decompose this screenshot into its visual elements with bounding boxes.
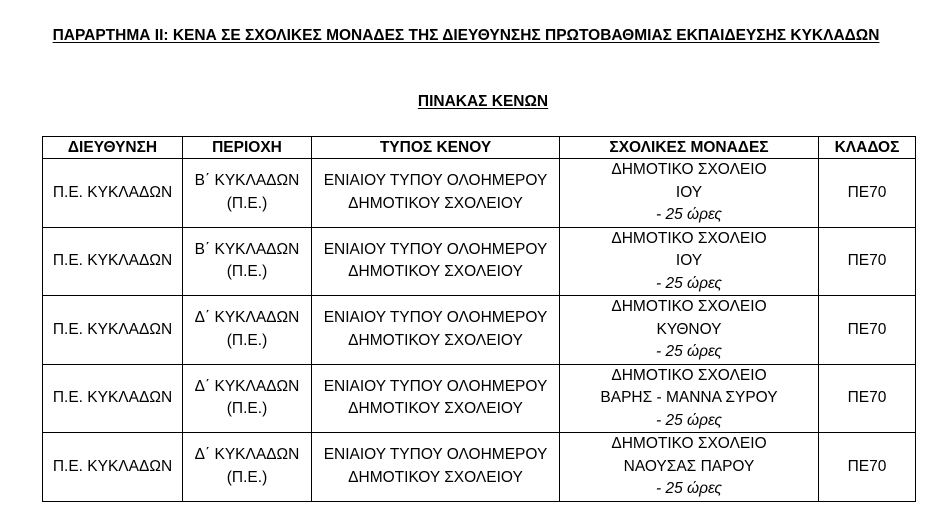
school-location: ΙΟΥ xyxy=(675,252,703,269)
table-row xyxy=(43,296,916,365)
table-title: ΠΙΝΑΚΑΣ ΚΕΝΩΝ xyxy=(417,93,549,110)
cell-branch: ΠΕ70 xyxy=(819,433,916,502)
school-location: ΙΟΥ xyxy=(675,183,703,201)
vacancies-table xyxy=(42,136,916,502)
cell-school-unit xyxy=(560,364,819,433)
vacancy-type-line2: ΔΗΜΟΤΙΚΟΥ ΣΧΟΛΕΙΟΥ xyxy=(348,194,523,212)
school-hours: - 25 ώρες xyxy=(656,343,722,360)
cell-school-unit xyxy=(560,433,819,502)
cell-area xyxy=(183,227,312,296)
column-header-school-units: ΣΧΟΛΙΚΕΣ ΜΟΝΑΔΕΣ xyxy=(560,137,819,159)
school-hours: - 25 ώρες xyxy=(656,274,722,292)
cell-area xyxy=(183,159,312,228)
cell-school-unit xyxy=(560,296,819,365)
cell-vacancy-type xyxy=(312,159,560,228)
column-header-vacancy-type: ΤΥΠΟΣ ΚΕΝΟΥ xyxy=(312,137,560,159)
cell-school-unit xyxy=(560,227,819,296)
cell-vacancy-type xyxy=(312,227,560,296)
school-hours: - 25 ώρες xyxy=(656,206,722,223)
school-type: ΔΗΜΟΤΙΚΟ ΣΧΟΛΕΙΟ xyxy=(611,298,767,315)
area-qualifier: (Π.Ε.) xyxy=(226,331,268,349)
school-type: ΔΗΜΟΤΙΚΟ ΣΧΟΛΕΙΟ xyxy=(611,435,767,452)
vacancy-type-line2: ΔΗΜΟΤΙΚΟΥ ΣΧΟΛΕΙΟΥ xyxy=(348,400,523,418)
area-qualifier: (Π.Ε.) xyxy=(226,468,268,486)
school-type: ΔΗΜΟΤΙΚΟ ΣΧΟΛΕΙΟ xyxy=(611,366,767,384)
cell-vacancy-type xyxy=(312,433,560,502)
school-type: ΔΗΜΟΤΙΚΟ ΣΧΟΛΕΙΟ xyxy=(611,229,767,247)
vacancy-type-line1: ΕΝΙΑΙΟΥ ΤΥΠΟΥ ΟΛΟΗΜΕΡΟΥ xyxy=(323,172,548,190)
cell-area xyxy=(183,364,312,433)
vacancy-type-line2: ΔΗΜΟΤΙΚΟΥ ΣΧΟΛΕΙΟΥ xyxy=(348,468,523,486)
cell-vacancy-type xyxy=(312,296,560,365)
vacancy-type-line1: ΕΝΙΑΙΟΥ ΤΥΠΟΥ ΟΛΟΗΜΕΡΟΥ xyxy=(323,446,548,464)
cell-branch: ΠΕ70 xyxy=(819,159,916,228)
school-hours: - 25 ώρες xyxy=(656,480,722,497)
cell-vacancy-type xyxy=(312,364,560,433)
table-row xyxy=(43,364,916,433)
table-row xyxy=(43,433,916,502)
cell-directorate: Π.Ε. ΚΥΚΛΑΔΩΝ xyxy=(43,364,183,433)
school-type: ΔΗΜΟΤΙΚΟ ΣΧΟΛΕΙΟ xyxy=(611,161,767,178)
vacancy-type-line2: ΔΗΜΟΤΙΚΟΥ ΣΧΟΛΕΙΟΥ xyxy=(348,263,523,281)
area-name: Β΄ ΚΥΚΛΑΔΩΝ xyxy=(194,172,300,190)
area-name: Δ΄ ΚΥΚΛΑΔΩΝ xyxy=(194,309,300,327)
vacancy-type-line1: ΕΝΙΑΙΟΥ ΤΥΠΟΥ ΟΛΟΗΜΕΡΟΥ xyxy=(323,240,548,258)
cell-area xyxy=(183,296,312,365)
vacancy-type-line1: ΕΝΙΑΙΟΥ ΤΥΠΟΥ ΟΛΟΗΜΕΡΟΥ xyxy=(323,309,548,327)
cell-branch: ΠΕ70 xyxy=(819,296,916,365)
cell-directorate: Π.Ε. ΚΥΚΛΑΔΩΝ xyxy=(43,159,183,228)
school-location: ΚΥΘΝΟΥ xyxy=(656,320,722,338)
page-title: ΠΑΡΑΡΤΗΜΑ ΙΙ: ΚΕΝΑ ΣΕ ΣΧΟΛΙΚΕΣ ΜΟΝΑΔΕΣ ΤΗΣ ΔΙΕΥΘΥΝΣΗΣ ΠΡΩΤΟΒΑΘΜΙΑΣ ΕΚΠΑΙΔΕΥΣΗΣ ΚΥΚΛΑΔΩΝ xyxy=(52,27,880,44)
cell-directorate: Π.Ε. ΚΥΚΛΑΔΩΝ xyxy=(43,227,183,296)
column-header-directorate: ΔΙΕΥΘΥΝΣΗ xyxy=(43,137,183,159)
school-location: ΝΑΟΥΣΑΣ ΠΑΡΟΥ xyxy=(623,457,755,475)
table-header-row xyxy=(43,137,916,159)
area-name: Δ΄ ΚΥΚΛΑΔΩΝ xyxy=(194,377,300,395)
cell-directorate: Π.Ε. ΚΥΚΛΑΔΩΝ xyxy=(43,433,183,502)
column-header-area: ΠΕΡΙΟΧΗ xyxy=(183,137,312,159)
table-row xyxy=(43,227,916,296)
cell-branch: ΠΕ70 xyxy=(819,227,916,296)
cell-branch: ΠΕ70 xyxy=(819,364,916,433)
column-header-branch: ΚΛΑΔΟΣ xyxy=(819,137,916,159)
cell-area xyxy=(183,433,312,502)
area-qualifier: (Π.Ε.) xyxy=(226,194,268,212)
school-hours: - 25 ώρες xyxy=(656,411,722,429)
area-qualifier: (Π.Ε.) xyxy=(226,263,268,281)
cell-directorate: Π.Ε. ΚΥΚΛΑΔΩΝ xyxy=(43,296,183,365)
area-qualifier: (Π.Ε.) xyxy=(226,400,268,418)
area-name: Β΄ ΚΥΚΛΑΔΩΝ xyxy=(194,240,300,258)
cell-school-unit xyxy=(560,159,819,228)
vacancy-type-line2: ΔΗΜΟΤΙΚΟΥ ΣΧΟΛΕΙΟΥ xyxy=(348,331,523,349)
school-location: ΒΑΡΗΣ - ΜΑΝΝΑ ΣΥΡΟΥ xyxy=(600,389,778,406)
vacancy-type-line1: ΕΝΙΑΙΟΥ ΤΥΠΟΥ ΟΛΟΗΜΕΡΟΥ xyxy=(323,377,548,395)
area-name: Δ΄ ΚΥΚΛΑΔΩΝ xyxy=(194,446,300,464)
table-row xyxy=(43,159,916,228)
